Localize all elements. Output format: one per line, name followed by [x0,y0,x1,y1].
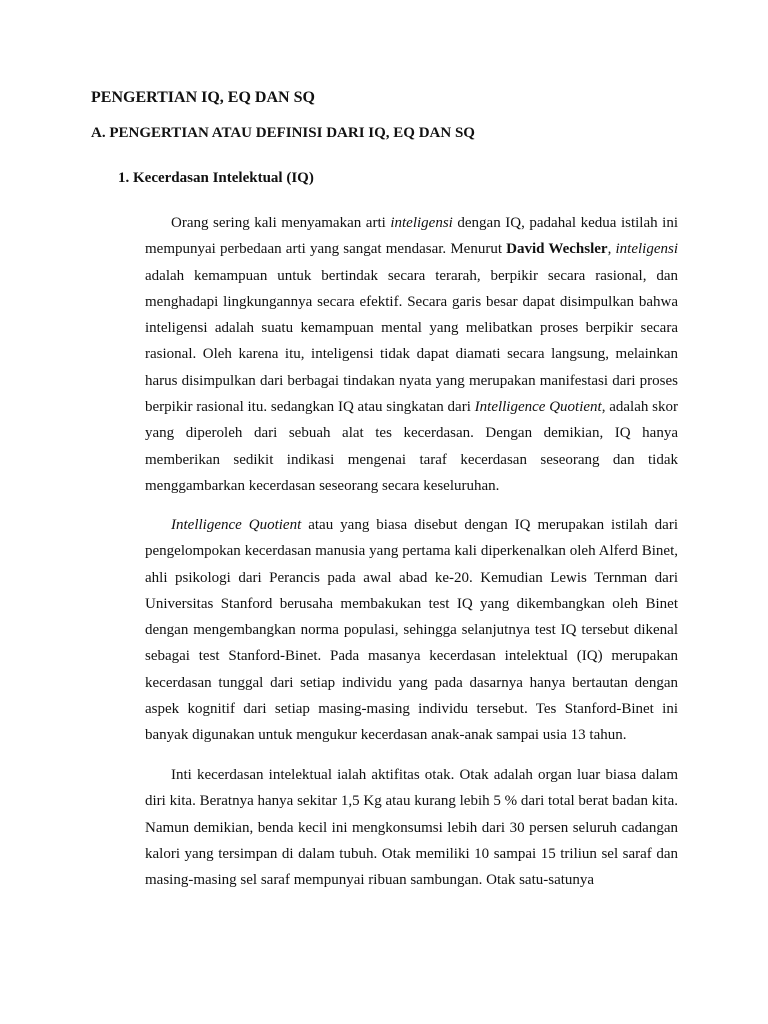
paragraph-text: Inti kecerdasan intelektual ialah aktifitas otak. Otak adalah organ luar biasa dalam diri kita. Beratnya hanya sekitar 1,5 Kg atau kurang lebih 5 % dari total berat badan kita. Namun demikian, benda kecil ini mengkonsumsi lebih dari 30 persen seluruh cadangan kalori yang tersimpan di dalam tubuh. Otak memiliki 10 sampai 15 triliun sel saraf dan masing-masing sel saraf mempunyai ribuan sambungan. Otak satu-satunya [145,767,678,889]
bold-name: David Wechsler [506,241,608,258]
subsection-heading: 1. Kecerdasan Intelektual (IQ) [118,170,314,186]
paragraph-1 [145,210,678,499]
paragraph-text: atau yang biasa disebut dengan IQ merupakan istilah dari pengelompokan kecerdasan manusia yang pertama kali diperkenalkan oleh Alferd Binet, ahli psikologi dari Perancis pada awal abad ke-20. Kemudian Lewis Ternman dari Universitas Stanford berusaha membakukan test IQ yang dikembangkan oleh Binet dengan mengembangkan norma populasi, sehingga selanjutnya test IQ tersebut dikenal sebagai test Stanford-Binet. Pada masanya kecerdasan intelektual (IQ) merupakan kecerdasan tunggal dari setiap individu yang pada dasarnya hanya bertautan dengan aspek kognitif dari setiap masing-masing individu tersebut. Tes Stanford-Binet ini banyak digunakan untuk mengukur kecerdasan anak-anak sampai usia 13 tahun. [145,517,678,744]
paragraph-text: Orang sering kali menyamakan arti [171,215,391,231]
paragraph-text: dengan IQ, padahal kedua istilah ini mempunyai perbedaan arti yang sangat mendasar. Menurut [145,215,678,258]
italic-term: inteligensi [615,241,678,258]
paragraph-2 [145,512,678,749]
paragraph-text: adalah kemampuan untuk bertindak secara terarah, berpikir secara rasional, dan menghadapi lingkungannya secara efektif. Secara garis besar dapat disimpulkan bahwa inteligensi adalah suatu kemampuan mental yang melibatkan proses berpikir secara rasional. Oleh karena itu, inteligensi tidak dapat diamati secara langsung, melainkan harus disimpulkan dari berbagai tindakan nyata yang merupakan manifestasi dari proses berpikir rasional itu. sedangkan IQ atau singkatan dari [145,267,678,416]
paragraph-text: , adalah skor yang diperoleh dari sebuah alat tes kecerdasan. Dengan demikian, IQ hanya memberikan sedikit indikasi mengenai taraf kecerdasan seseorang dan tidak menggambarkan kecerdasan seseorang secara keseluruhan. [145,399,678,494]
section-heading: A. PENGERTIAN ATAU DEFINISI DARI IQ, EQ DAN SQ [91,125,475,141]
italic-term: Intelligence Quotient [171,517,302,533]
page-title: PENGERTIAN IQ, EQ DAN SQ [91,89,315,106]
paragraph-text: , [607,241,616,258]
paragraph-3 [145,762,678,893]
italic-term: inteligensi [390,215,453,231]
italic-term: Intelligence Quotient [474,399,602,416]
